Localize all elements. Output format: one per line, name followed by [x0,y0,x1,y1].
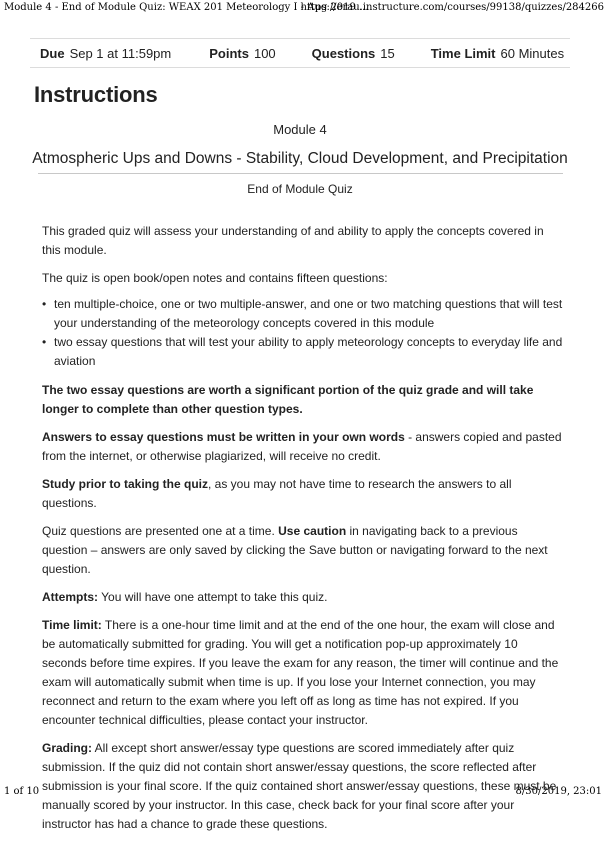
print-page-url: https://erau.instructure.com/courses/99138/quizzes/284266 [300,2,604,13]
quiz-due-label: Due [40,45,65,61]
grading-text: All except short answer/essay type questions are scored immediately after quiz submission. If the quiz did not contain short answer/essay questions, the score reflected after submission is your final score. If the quiz contained short answer/essay questions, these must be manually scored by your instructor. In this case, check back for your final score after your instructor has had a chance to grade these questions. [42,741,557,831]
grading-bold: Grading: [42,741,92,755]
quiz-details-bar [30,38,570,68]
intro-paragraph: This graded quiz will assess your understanding of and ability to apply the concepts covered in this module. [42,224,544,257]
title-divider [38,173,563,174]
print-page-title: Module 4 - End of Module Quiz: WEAX 201 Meteorology I - Aug 2019 ... [4,2,369,13]
caution-text: in navigating back to a previous question – answers are only saved by clicking the Save button or navigating forward to the next question. [42,524,548,576]
study-text: , as you may not have time to research the answers to all questions. [42,477,512,510]
essay-weight-text: The two essay questions are worth a significant portion of the quiz grade and will take longer to complete than other question types. [42,383,534,416]
quiz-points-label: Points [209,45,249,61]
own-words-bold: Answers to essay questions must be written in your own words [42,430,405,444]
quiz-due [40,46,171,61]
quiz-questions-label: Questions [311,45,376,61]
attempts-text: You will have one attempt to take this quiz. [98,590,328,604]
quiz-time-limit [431,46,564,61]
caution-bold: Use caution [278,524,347,538]
essay-weight-paragraph [42,381,564,419]
instructions-body [42,222,564,843]
module-number: Module 4 [273,122,327,137]
quiz-points-value: 100 [253,45,276,61]
attempts-paragraph [42,588,564,607]
time-limit-paragraph [42,616,564,730]
quiz-due-value: Sep 1 at 11:59pm [69,45,172,61]
own-words-text: - answers copied and pasted from the internet, or otherwise plagiarized, will receive no credit. [42,430,562,463]
list-item: • two essay questions that will test your ability to apply meteorology concepts to everyday life and aviation [54,333,564,371]
quiz-subtitle: End of Module Quiz [247,182,353,196]
study-bold: Study prior to taking the quiz [42,477,208,491]
quiz-points [209,46,275,61]
quiz-time-limit-label: Time Limit [430,45,496,61]
module-title: Atmospheric Ups and Downs - Stability, Cloud Development, and Precipitation [32,150,568,167]
instructions-heading: Instructions [34,82,158,107]
page-counter: 1 of 10 [4,786,40,797]
time-limit-text: There is a one-hour time limit and at the end of the one hour, the exam will close and be automatically submitted for grading. You will get a notification pop-up approximately 10 seconds before time expires. If you leave the exam for any reason, the timer will continue and the exam will automatically submit when time is up. If you lose your Internet connection, you may reconnect and return to the exam where you left off as long as time has not expired. If you encounter technical difficulties, please contact your instructor. [42,618,559,727]
quiz-time-limit-value: 60 Minutes [500,45,565,61]
time-limit-bold: Time limit: [42,618,102,632]
caution-pre: Quiz questions are presented one at a time. [42,524,279,538]
quiz-questions [312,46,395,61]
question-type-list [42,295,564,371]
open-book-paragraph: The quiz is open book/open notes and contains fifteen questions: [42,271,388,285]
quiz-questions-value: 15 [380,45,395,61]
attempts-bold: Attempts: [42,590,98,604]
print-footer [0,784,606,800]
print-timestamp: 8/30/2019, 23:01 [515,786,602,797]
list-item: • ten multiple-choice, one or two multiple-answer, and one or two matching questions that will test your understanding of the meteorology concepts covered in this module [54,295,564,333]
caution-paragraph [42,522,564,579]
own-words-paragraph [42,428,564,466]
study-paragraph [42,475,564,513]
print-header [0,0,606,16]
